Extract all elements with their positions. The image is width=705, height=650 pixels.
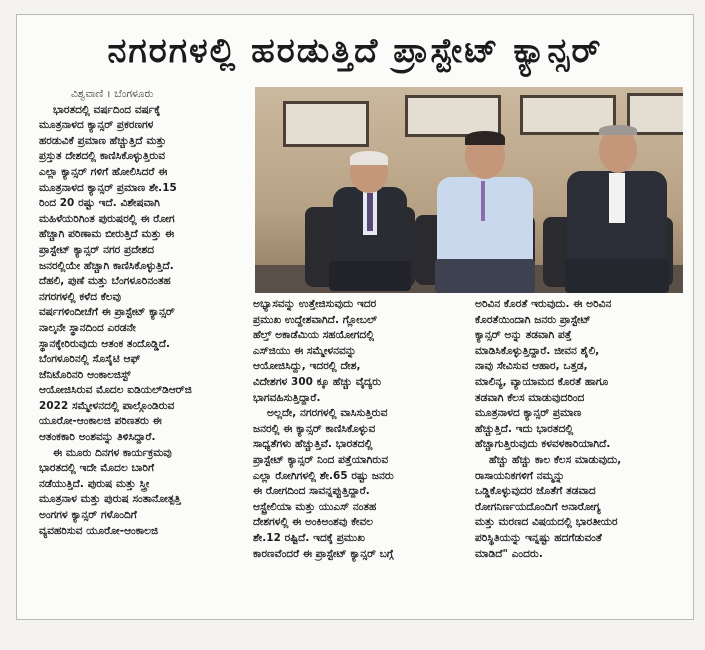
article-line: ಎಸ್‌ಜಿಯು ಈ ಸಮ್ಮೇಳನವನ್ನು [253, 344, 357, 357]
article-line: ನಾವು ಸೇವಿಸುವ ಆಹಾರ, ಒತ್ತಡ, [475, 360, 588, 373]
article-line: ಹೆಲ್ತ್ ಅಕಾಡೆಮಿಯ ಸಹಯೋಗದಲ್ಲಿ [253, 329, 375, 342]
article-line: ಹೆಚ್ಚಾಗಿ ಪರಿಣಾಮ ಬೀರುತ್ತಿದೆ ಮತ್ತು ಈ [39, 228, 175, 241]
article-line: ನಾಲ್ಕನೇ ಸ್ಥಾನದಿಂದ ಎರಡನೇ [39, 321, 136, 334]
article-line: ಎಲ್ಲಾ ಕ್ಯಾನ್ಸರ್ ಗಳಿಗೆ ಹೋಲಿಸಿದರೆ ಈ [39, 165, 168, 178]
article-line: ಯೂರೋ-ಆಂಕಾಲಜಿ ಪರಿಣತರು ಈ [39, 415, 162, 428]
article-line: ಆಸ್ಟ್ರೇಲಿಯಾ ಮತ್ತು ಯುಎಸ್ ನಂತಹ [253, 500, 377, 513]
article-line: ಈ ರೋಗದಿಂದ ಸಾವನ್ನಪ್ಪುತ್ತಿದ್ದಾರೆ. [253, 485, 370, 498]
person-right [555, 117, 677, 293]
article-line: ಹರಡುವಿಕೆ ಪ್ರಮಾಣ ಹೆಚ್ಚುತ್ತಿದೆ ಮತ್ತು [39, 134, 167, 147]
headline: ನಗರಗಳಲ್ಲಿ ಹರಡುತ್ತಿದೆ ಪ್ರಾಸ್ಟೇಟ್ ಕ್ಯಾನ್ಸರ್ [107, 31, 603, 71]
article-line: ಮೂತ್ರನಾಳದ ಕ್ಯಾನ್ಸರ್ ಪ್ರಮಾಣ ಶೇ.15 [39, 181, 177, 194]
article-line: ಮಾಲಿನ್ಯ, ವ್ಯಾಯಾಮದ ಕೊರತೆ ಹಾಗೂ [475, 375, 609, 388]
wall-frame [283, 101, 369, 147]
article-line: ರಿಂದ 20 ರಷ್ಟು ಇದೆ. ವಿಶೇಷವಾಗಿ [39, 197, 160, 210]
article-line: ಹೆಚ್ಚಾಗುತ್ತಿರುವುದು ಕಳವಳಕಾರಿಯಾಗಿದೆ. [475, 438, 611, 451]
article-column-2 [253, 297, 471, 562]
article-line: ವರ್ಷಗಳಿಂದೀಚೆಗೆ ಈ ಪ್ರಾಸ್ಟೇಟ್ ಕ್ಯಾನ್ಸರ್ [39, 306, 175, 319]
article-line: ಮೂತ್ರನಾಳ ಮತ್ತು ಪುರುಷ ಸಂತಾನೋತ್ಪತ್ತಿ [39, 493, 181, 506]
article-line: ಜೆನಿಟೊರಿನರಿ ಆಂಕಾಲಜಿಸ್ಟ್ [39, 368, 131, 381]
article-line: ರಾಸಾಯನಿಕಗಳಿಗೆ ನಮ್ಮನ್ನು [475, 469, 565, 482]
article-line: ಪ್ರಸ್ತುತ ದೇಶದಲ್ಲಿ ಕಾಣಿಸಿಕೊಳ್ಳುತ್ತಿರುವ [39, 150, 166, 163]
article-line: ಭಾರತದಲ್ಲಿ ಇದೇ ಮೊದಲ ಬಾರಿಗೆ [39, 462, 155, 475]
article-line: ಪರಿಸ್ಥಿತಿಯನ್ನು ಇನ್ನಷ್ಟು ಹದಗೆಡುವಂತೆ [475, 531, 602, 544]
article-line: ಸಾಧ್ಯತೆಗಳು ಹೆಚ್ಚುತ್ತಿವೆ. ಭಾರತದಲ್ಲಿ [253, 438, 373, 451]
article-line: ದೆಹಲಿ, ಪುಣೆ ಮತ್ತು ಬೆಂಗಳೂರಿನಂತಹ [39, 275, 171, 288]
article-line: ಪ್ರಾಸ್ಟೇಟ್ ಕ್ಯಾನ್ಸರ್ ನಿಂದ ಪತ್ತೆಯಾಗಿರುವ [253, 453, 389, 466]
article-line: ಅಭ್ಯಾಸವನ್ನು ಉತ್ತೇಜಿಸುವುದು ಇದರ [253, 298, 377, 310]
article-line: ಮೂತ್ರನಾಳದ ಕ್ಯಾನ್ಸರ್ ಪ್ರಕರಣಗಳ [39, 119, 154, 132]
article-line: ನಡೆಯುತ್ತಿದೆ. ಪುರುಷ ಮತ್ತು ಸ್ತ್ರೀ [39, 477, 150, 490]
article-line: ಜನರಲ್ಲಿಯೇ ಹೆಚ್ಚಾಗಿ ಕಾಣಿಸಿಕೊಳ್ಳುತ್ತಿದೆ. [39, 259, 174, 272]
article-line: ನಗರಗಳಲ್ಲಿ ಕಳೆದ ಕೆಲವು [39, 290, 122, 303]
article-line: ಪ್ರಾಸ್ಟೇಟ್ ಕ್ಯಾನ್ಸರ್ ನಗರ ಪ್ರದೇಶದ [39, 243, 155, 256]
article-line: ಕ್ಯಾನ್ಸರ್ ಅನ್ನು ತಡವಾಗಿ ಪತ್ತೆ [475, 329, 572, 342]
article-line: ಪ್ರಮುಖ ಉದ್ದೇಶವಾಗಿದೆ. ಗ್ಲೋಬಲ್ [253, 313, 378, 326]
article-line: ಎಲ್ಲಾ ರೋಗಿಗಳಲ್ಲಿ ಶೇ.65 ರಷ್ಟು ಜನರು [253, 469, 394, 482]
article-line: ಅರಿವಿನ ಕೊರತೆ ಇರುವುದು. ಈ ಅರಿವಿನ [475, 298, 612, 310]
article-line: ಕಾರಣವೆಂದರೆ ಈ ಪ್ರಾಸ್ಟೇಟ್ ಕ್ಯಾನ್ಸರ್ ಬಗ್ಗೆ [253, 547, 394, 560]
article-line: ಕೊರತೆಯಿಂದಾಗಿ ಜನರು ಪ್ರಾಸ್ಟೇಟ್ [475, 313, 591, 326]
article-line: ವ್ಯವಹರಿಸುವ ಯೂರೋ-ಆಂಕಾಲಜಿ [39, 524, 159, 537]
article-line: ಆಯೋಜಿಸಿದ್ದು, ಇದರಲ್ಲಿ ದೇಶ, [253, 360, 361, 373]
article-line: 2022 ಸಮ್ಮೇಳನದಲ್ಲಿ ಪಾಲ್ಗೊಂಡಿರುವ [39, 399, 175, 412]
article-line: ವಿದೇಶಗಳ 300 ಕ್ಕೂ ಹೆಚ್ಚು ವೈದ್ಯರು [253, 375, 382, 388]
person-left [315, 149, 425, 293]
article-line: ಭಾಗವಹಿಸುತ್ತಿದ್ದಾರೆ. [253, 391, 321, 404]
article-line: ಹೆಚ್ಚು ಹೆಚ್ಚು ಕಾಲ ಕೆಲಸ ಮಾಡುವುದು, [489, 453, 622, 466]
article-column-3 [475, 297, 687, 562]
article-line: ಆತಂಕಕಾರಿ ಅಂಶವನ್ನು ತಿಳಿಸಿದ್ದಾರೆ. [39, 431, 156, 444]
article-column-1 [39, 87, 252, 539]
article-line: ಮಹಿಳೆಯರಿಗಿಂತ ಪುರುಷರಲ್ಲಿ ಈ ರೋಗ [39, 212, 175, 225]
newspaper-clipping [16, 14, 694, 620]
article-line: ಒಡ್ಡಿಕೊಳ್ಳುವುದರ ಜೊತೆಗೆ ತಡವಾದ [475, 485, 596, 498]
article-line: ಅಲ್ಲದೇ, ನಗರಗಳಲ್ಲಿ ವಾಸಿಸುತ್ತಿರುವ [267, 407, 388, 420]
article-line: ಮಾಡಿಸಿಕೊಳ್ಳುತ್ತಿದ್ದಾರೆ. ಜೀವನ ಶೈಲಿ, [475, 344, 600, 357]
article-line: ಭಾರತದಲ್ಲಿ ವರ್ಷದಿಂದ ವರ್ಷಕ್ಕೆ [53, 103, 161, 116]
article-line: ಈ ಮೂರು ದಿನಗಳ ಕಾರ್ಯಕ್ರಮವು [53, 446, 172, 459]
article-line: ಆಯೋಜಿಸಿರುವ ಮೊದಲ ಐಡಿಯಲ್‌ಡಿಆರ್‌ಜಿ [39, 384, 192, 397]
person-middle [423, 125, 545, 293]
article-line: ಅಂಗಗಳ ಕ್ಯಾನ್ಸರ್ ಗಳೊಂದಿಗೆ [39, 509, 137, 522]
article-line: ಮತ್ತು ಮರಣದ ವಿಷಯದಲ್ಲಿ ಭಾರತೀಯರ [475, 516, 618, 529]
article-line: ಜನರಲ್ಲಿ ಈ ಕ್ಯಾನ್ಸರ್ ಕಾಣಿಸಿಕೊಳ್ಳುವ [253, 422, 376, 435]
byline: ವಿಶ್ವವಾಣಿ । ಬೆಂಗಳೂರು [71, 88, 154, 100]
article-line: ಬೆಂಗಳೂರಿನಲ್ಲಿ ಸೊಸೈಟಿ ಆಫ್ [39, 353, 141, 366]
article-line: ಹೆಚ್ಚುತ್ತಿದೆ. ಇದು ಭಾರತದಲ್ಲಿ [475, 422, 574, 435]
article-photo [255, 87, 683, 293]
article-line: ಮಾಡಿದೆ" ಎಂದರು. [475, 547, 543, 560]
article-line: ರೋಗನಿರ್ಣಯದೊಂದಿಗೆ ಅನಾರೋಗ್ಯ [475, 500, 601, 513]
article-line: ಸ್ಥಾನಕ್ಕೇರಿರುವುದು ಆತಂಕ ತಂದೊಡ್ಡಿದೆ. [39, 337, 171, 350]
article-line: ತಡವಾಗಿ ಕೆಲಸ ಮಾಡುವುದರಿಂದ [475, 391, 585, 404]
article-line: ದೇಶಗಳಲ್ಲಿ ಈ ಅಂಕಿಅಂಶವು ಕೇವಲ [253, 516, 373, 529]
article-line: ಶೇ.12 ರಷ್ಟಿದೆ. ಇದಕ್ಕೆ ಪ್ರಮುಖ [253, 531, 365, 544]
article-line: ಮೂತ್ರನಾಳದ ಕ್ಯಾನ್ಸರ್ ಪ್ರಮಾಣ [475, 407, 582, 420]
